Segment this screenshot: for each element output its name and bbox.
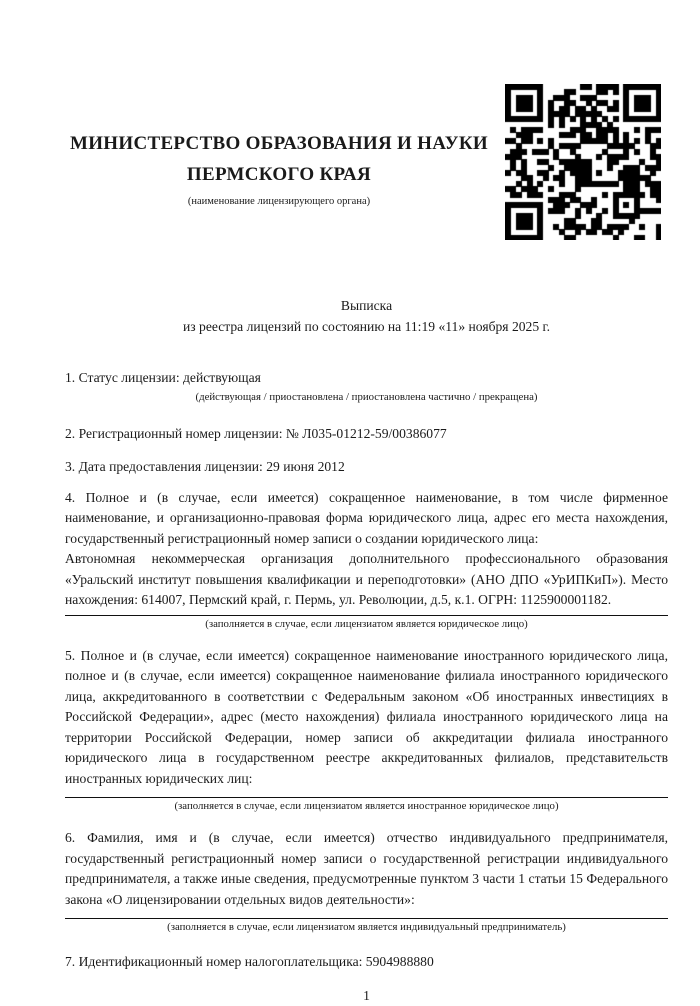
- ministry-name-line2: ПЕРМСКОГО КРАЯ: [58, 159, 500, 190]
- legal-entity-label: 4. Полное и (в случае, если имеется) сокращенное наименование, в том числе фирменное наименование, и организационно-правовая форма юридического лица, адрес его места нахождения, государственный регистрационный номер записи о создании юридического лица:: [65, 488, 668, 550]
- qr-code-canvas: [505, 84, 661, 240]
- page-number: 1: [65, 986, 668, 1006]
- section-registration-number: [65, 424, 668, 445]
- license-status-note: (действующая / приостановлена / приостановлена частично / прекращена): [65, 391, 668, 404]
- entrepreneur-label: 6. Фамилия, имя и (в случае, если имеется) отчество индивидуального предпринимателя, государственный регистрационный номер записи о государственной регистрации индивидуального предпринимателя, а также иные сведения, предусмотренные пунктом 3 части 1 статьи 15 Федерального закона «О лицензировании отдельных видов деятельности»:: [65, 828, 668, 910]
- letterhead: [58, 128, 500, 208]
- fill-in-rule: [65, 797, 668, 798]
- ministry-caption: (наименование лицензирующего органа): [58, 195, 500, 208]
- fill-in-rule: [65, 615, 668, 616]
- document-body: [65, 296, 668, 1006]
- section-taxpayer-number: [65, 952, 668, 973]
- grant-date-text: 3. Дата предоставления лицензии: 29 июня 2012: [65, 457, 668, 478]
- fill-in-rule: [65, 918, 668, 919]
- legal-entity-value: Автономная некоммерческая организация дополнительного профессионального образования «Уральский институт повышения квалификации и переподготовки» (АНО ДПО «УрИПКиП»). Место нахождения: 614007, Пермский край, г. Пермь, ул. Революции, д.5, к.1. ОГРН: 1125900001182.: [65, 549, 668, 611]
- section-license-status: [65, 368, 668, 404]
- section-entrepreneur: [65, 828, 668, 934]
- taxpayer-number-text: 7. Идентификационный номер налогоплательщика: 5904988880: [65, 952, 668, 973]
- section-legal-entity: [65, 488, 668, 631]
- section-grant-date: [65, 457, 668, 478]
- document-title: [65, 296, 668, 337]
- license-status-text: 1. Статус лицензии: действующая: [65, 368, 668, 389]
- document-title-line2: из реестра лицензий по состоянию на 11:19 «11» ноября 2025 г.: [65, 317, 668, 338]
- foreign-entity-label: 5. Полное и (в случае, если имеется) сокращенное наименование иностранного юридического лица, полное и (в случае, если имеется) сокращенное наименование филиала иностранного юридического лица, аккредитованного в соответствии с Федеральным законом «Об иностранных инвестициях в Российской Федерации», адрес (место нахождения) филиала иностранного юридического лица на территории Российской Федерации, номер записи об аккредитации филиала иностранного юридического лица в государственном реестре аккредитованных филиалов, представительств иностранных юридических лиц:: [65, 646, 668, 790]
- entrepreneur-note: (заполняется в случае, если лицензиатом является индивидуальный предприниматель): [65, 921, 668, 934]
- legal-entity-note: (заполняется в случае, если лицензиатом является юридическое лицо): [65, 618, 668, 631]
- foreign-entity-note: (заполняется в случае, если лицензиатом является иностранное юридическое лицо): [65, 800, 668, 813]
- ministry-name-line1: МИНИСТЕРСТВО ОБРАЗОВАНИЯ И НАУКИ: [58, 128, 500, 159]
- registration-number-text: 2. Регистрационный номер лицензии: № Л035-01212-59/00386077: [65, 424, 668, 445]
- document-title-line1: Выписка: [65, 296, 668, 317]
- section-foreign-entity: [65, 646, 668, 814]
- ministry-name: [58, 128, 500, 190]
- qr-code-icon: [505, 84, 661, 240]
